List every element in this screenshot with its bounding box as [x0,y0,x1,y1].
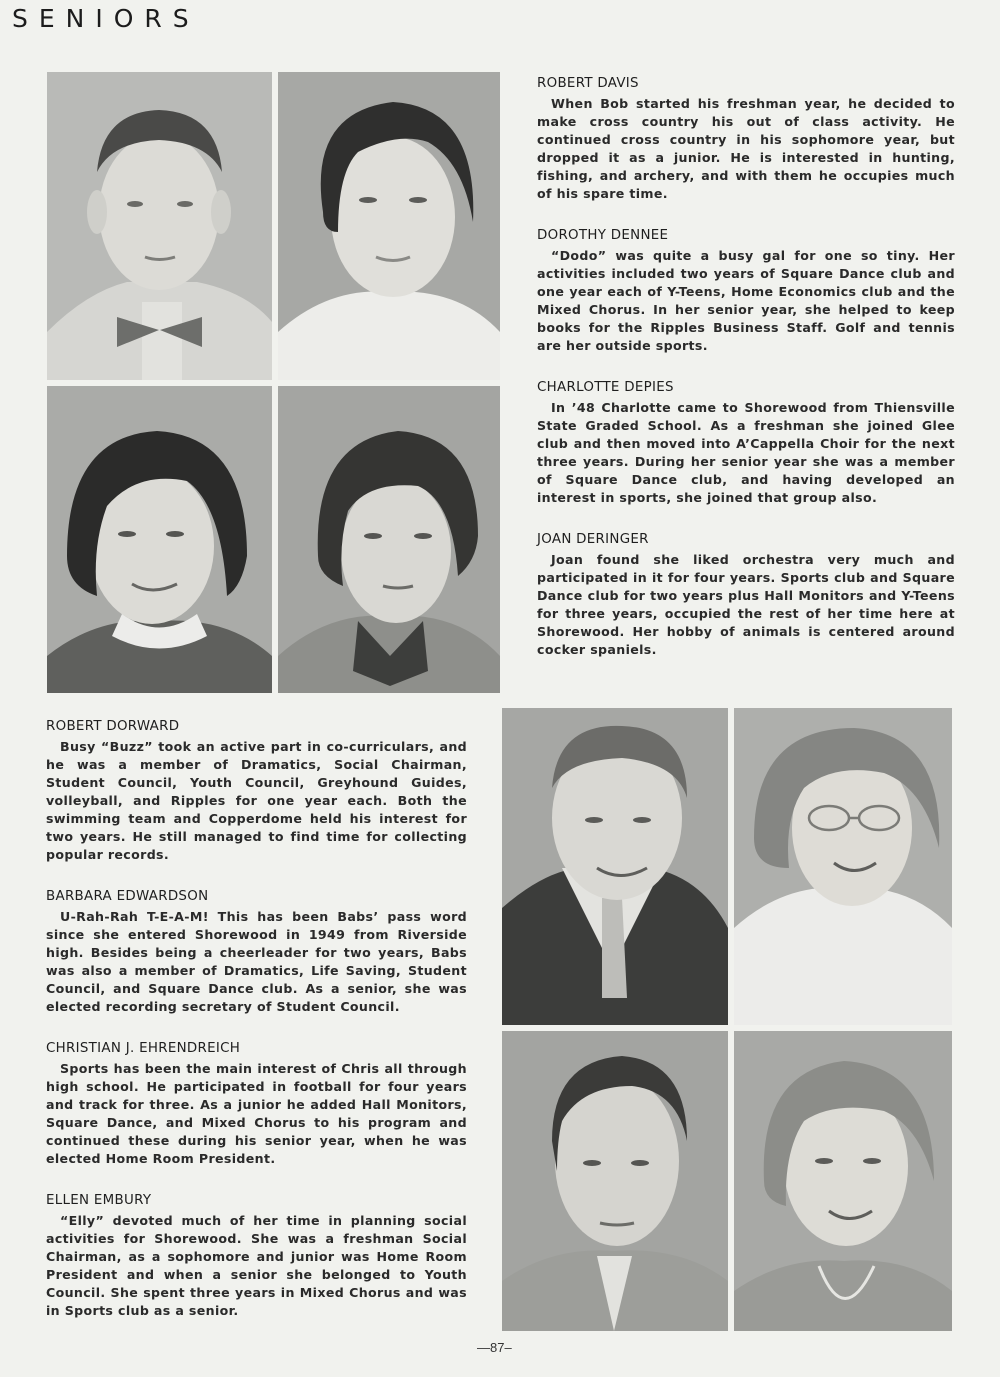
senior-name: CHARLOTTE DEPIES [537,380,674,395]
senior-name: ELLEN EMBURY [46,1193,152,1208]
senior-description: Sports has been the main interest of Chris all through high school. He participated in football for four years and track for three. As a junior he added Hall Monitors, Square Dance, and Mixed Chorus to his program and continued these during his senior year, when he was elected Home Room President. [46,1061,467,1166]
senior-name: JOAN DERINGER [537,532,649,547]
senior-name: ROBERT DORWARD [46,719,180,734]
senior-description: “Dodo” was quite a busy gal for one so tiny. Her activities included two years of Square Dance club and one year each of Y-Teens, Home Economics club and the Mixed Chorus. In her senior year, she helped to keep books for the Ripples Business Staff. Golf and tennis are her outside sports. [537,248,955,353]
portrait-photo [502,708,728,1025]
portrait-photo [47,72,272,380]
senior-description: In ’48 Charlotte came to Shorewood from Thiensville State Graded School. As a freshman she joined Glee club and then moved into A’Cappella Choir for the next three years. During her senior year she was a member of Square Dance club, and having developed an interest in sports, she joined that group also. [537,400,955,505]
senior-bio [537,228,955,355]
senior-bio [46,719,467,864]
senior-name: CHRISTIAN J. EHRENDREICH [46,1041,241,1056]
portrait-photo [734,708,952,1025]
senior-name: ROBERT DAVIS [537,76,639,91]
senior-name: BARBARA EDWARDSON [46,889,209,904]
senior-bio [46,889,467,1016]
senior-bio [46,1193,467,1320]
senior-bio [537,532,955,659]
senior-description: When Bob started his freshman year, he decided to make cross country his out of class activity. He continued cross country in his sophomore year, but dropped it as a junior. He is interested in hunting, fishing, and archery, and with them he occupies much of his spare time. [537,96,955,201]
portrait-photo [278,386,500,693]
senior-description: “Elly” devoted much of her time in planning social activities for Shorewood. She was a freshman Social Chairman, as a sophomore and junior was Home Room President and when a senior she belonged to Youth Council. She spent three years in Mixed Chorus and was in Sports club as a senior. [46,1213,467,1318]
portrait-photo [734,1031,952,1331]
senior-bio [537,76,955,203]
portrait-photo [278,72,500,380]
senior-description: Busy “Buzz” took an active part in co-curriculars, and he was a member of Dramatics, Social Chairman, Student Council, Youth Council, Greyhound Guides, volleyball, and Ripples for one year each. Both the swimming team and Copperdome held his interest for two years. He still managed to find time for collecting popular records. [46,739,467,862]
portrait-photo [47,386,272,693]
senior-name: DOROTHY DENNEE [537,228,669,243]
senior-bio [46,1041,467,1168]
senior-bio [537,380,955,507]
page-title: SENIORS [12,4,200,33]
senior-description: U-Rah-Rah T-E-A-M! This has been Babs’ pass word since she entered Shorewood in 1949 from Riverside high. Besides being a cheerleader for two years, Babs was also a member of Dramatics, Life Saving, Student Council, and Square Dance club. As a senior, she was elected recording secretary of Student Council. [46,909,467,1014]
senior-description: Joan found she liked orchestra very much and participated in it for four years. Sports club and Square Dance club for two years plus Hall Monitors and Y-Teens for three years, occupied the rest of her time here at Shorewood. Her hobby of animals is centered around cocker spaniels. [537,552,955,657]
portrait-photo [502,1031,728,1331]
page-number: —87– [477,1340,512,1355]
